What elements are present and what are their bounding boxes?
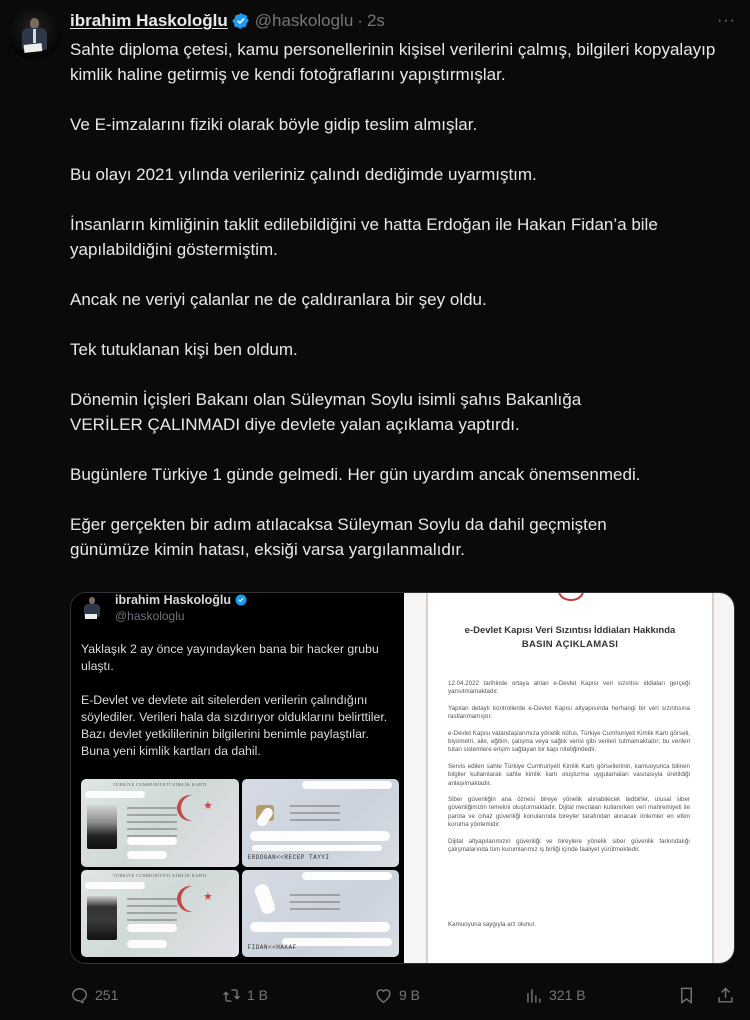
document-title: e-Devlet Kapısı Veri Sızıntısı İddiaları Hakkında [464, 625, 676, 636]
document-subtitle: BASIN AÇIKLAMASI [521, 639, 619, 650]
view-count: 321 B [549, 987, 586, 1003]
author-avatar[interactable] [8, 8, 60, 60]
repost-count: 1 B [247, 987, 269, 1003]
share-icon [716, 986, 735, 1005]
id-card-title: TÜRKİYE CUMHURİYETİ KİMLİK KARTI [112, 782, 207, 787]
embedded-author-handle: @haskologlu [115, 609, 185, 623]
id-card-back [242, 779, 400, 867]
views-button[interactable] [524, 986, 674, 1005]
embedded-tweet-screenshot [71, 593, 404, 963]
document-logo-icon [558, 592, 584, 601]
reply-icon [70, 986, 89, 1005]
redaction [127, 851, 167, 859]
id-info-lines [290, 894, 340, 915]
author-handle[interactable]: @haskologlu [254, 11, 354, 30]
share-button[interactable] [716, 986, 735, 1005]
id-photo [87, 805, 117, 849]
embedded-verified-icon [235, 594, 247, 606]
views-chart-icon [524, 986, 543, 1005]
document-paragraph: Siber güvenliğin ana öznesi bireye yönelik alınabilecek tedbirler, ulusal siber güvenliğimizin temelini oluşturmaktadır. Dijital mecraları kullanırken veri mahremiyeti ile parola ve cihaz güvenliği konularında bireyler tarafından alınacak önlemler en etkin koruma yöntemidir. [448, 796, 690, 829]
redaction [253, 882, 276, 915]
document-paragraph: Yapılan detaylı kontrollerde e-Devlet Kapısı altyapısında herhangi bir veri sızıntısına rastlanmamıştır. [448, 704, 690, 721]
tweet-paragraph: Eğer gerçekten bir adım atılacaksa Süleyman Soylu da dahil geçmişten günümüze kimin hatası, eksiği varsa yargılanmalıdır. [70, 515, 607, 559]
tweet-paragraph: Ancak ne veriyi çalanlar ne de çaldıranlara bir şey oldu. [70, 290, 487, 309]
redaction [282, 938, 392, 946]
bookmark-icon [677, 986, 696, 1005]
tweet-paragraph: Dönemin İçişleri Bakanı olan Süleyman Soylu isimli şahıs Bakanlığa VERİLER ÇALINMADI diye devlete yalan açıklama yaptırdı. [70, 390, 582, 434]
redaction [250, 831, 390, 841]
redaction [127, 940, 167, 948]
document-paragraph: Servis edilen sahte Türkiye Cumhuriyeti Kimlik Kartı görsellerinin, kamuoyunca bilinen bilgiler kullanılarak sahte kimlik kartı oluşturma uygulamaları vasıtasıyla üretildiği anlaşılmaktadır. [448, 762, 690, 787]
id-info-lines [290, 805, 340, 826]
embedded-tweet-text [81, 641, 399, 777]
tweet-paragraph: İnsanların kimliğinin taklit edilebildiğini ve hatta Erdoğan ile Hakan Fidan’a bile yapılabildiğini göstermiştim. [70, 215, 658, 259]
tweet-actions [70, 983, 735, 1007]
tweet-header [70, 10, 736, 32]
id-cards-grid [81, 779, 399, 957]
tweet-paragraph: Bugünlere Türkiye 1 günde gelmedi. Her gün uyardım ancak önemsenmedi. [70, 465, 641, 484]
mrz-line: ERDOGAN<<RECEP TAYYI [247, 853, 330, 861]
star-icon: ★ [203, 800, 213, 812]
tweet-paragraph: Sahte diploma çetesi, kamu personellerinin kişisel verilerini çalmış, bilgileri kopyalayıp kimlik haline getirmiş ve kendi fotoğraflarını yapıştırmışlar. [70, 40, 716, 84]
heart-icon [374, 986, 393, 1005]
redaction [85, 791, 145, 798]
tweet-paragraph: Tek tutuklanan kişi ben oldum. [70, 340, 298, 359]
tweet-paragraph: Bu olayı 2021 yılında verileriniz çalındı dediğimde uyarmıştım. [70, 165, 537, 184]
id-card-front [81, 870, 239, 958]
redaction [127, 924, 177, 932]
tweet-media-image[interactable] [70, 592, 735, 964]
redaction [302, 872, 392, 880]
redaction [302, 781, 392, 789]
embedded-paragraph: E-Devlet ve devlete ait sitelerden verilerin çalındığını söylediler. Verileri hala da sızdırıyor olduklarını belirttiler. Bazı devlet yetkililerinin bilgilerini benimle paylaştılar. Buna yeni kimlik kartları da dahil. [81, 693, 388, 758]
embedded-author-name [115, 593, 247, 607]
avatar-paper [24, 43, 43, 53]
embedded-author-name-text: ibrahim Haskoloğlu [115, 593, 231, 607]
redaction [127, 837, 177, 845]
id-card-back [242, 870, 400, 958]
redaction [250, 922, 390, 932]
like-button[interactable] [374, 986, 524, 1005]
reply-count: 251 [95, 987, 119, 1003]
verified-badge-icon [232, 12, 250, 30]
document-body [448, 680, 690, 863]
redaction [252, 845, 382, 851]
repost-icon [222, 986, 241, 1005]
document-paragraph: 12.04.2022 tarihinde ortaya atılan e-Devlet Kapısı veri sızıntısı iddiaları gerçeği yansıtmamaktadır. [448, 680, 690, 696]
embedded-avatar-head [89, 597, 95, 604]
separator: · [357, 11, 363, 30]
document-paragraph: e-Devlet Kapısı vatandaşlarımıza yönelik nüfus, Türkiye Cumhuriyeti Kimlik Kartı görseli, biyometri, aile, eğitim, çalışma veya sağlık verisi gibi verileri tutmamaktadır; bu verileri tutan sistemlere erişim sağlayan bir kapı niteliğindedir. [448, 729, 690, 754]
embedded-paragraph: Yaklaşık 2 ay önce yayındayken bana bir hacker grubu ulaştı. [81, 642, 379, 673]
id-card-front [81, 779, 239, 867]
tweet-paragraph: Ve E-imzalarını fiziki olarak böyle gidip teslim almışlar. [70, 115, 478, 134]
timestamp[interactable]: 2s [366, 11, 385, 30]
id-photo [87, 896, 117, 940]
document-page [426, 592, 714, 964]
mrz-line: FIDAN<<HAKAF [247, 944, 297, 951]
id-card-title: TÜRKİYE CUMHURİYETİ KİMLİK KARTI [112, 872, 207, 878]
document-closing: Kamuoyuna saygıyla arz olunur. [448, 921, 537, 928]
redaction [85, 882, 145, 889]
like-count: 9 B [399, 987, 421, 1003]
embedded-avatar [81, 595, 103, 621]
tweet-text [70, 37, 735, 587]
star-icon: ★ [203, 890, 213, 903]
avatar-tie [33, 29, 36, 43]
author-name[interactable]: ibrahim Haskoloğlu [70, 11, 228, 30]
embedded-avatar-paper [85, 614, 97, 619]
reply-button[interactable] [70, 986, 222, 1005]
document-paragraph: Dijital altyapılarımızın güvenliği ve bireylere yönelik siber güvenlik farkındalığı çalışmalarında tüm kurumlarımız iş birliği içinde faaliyet yürütmektedir. [448, 837, 690, 854]
more-options-button[interactable]: ··· [717, 12, 736, 29]
press-release-document [404, 593, 734, 963]
bookmark-button[interactable] [677, 986, 696, 1005]
repost-button[interactable] [222, 986, 374, 1005]
